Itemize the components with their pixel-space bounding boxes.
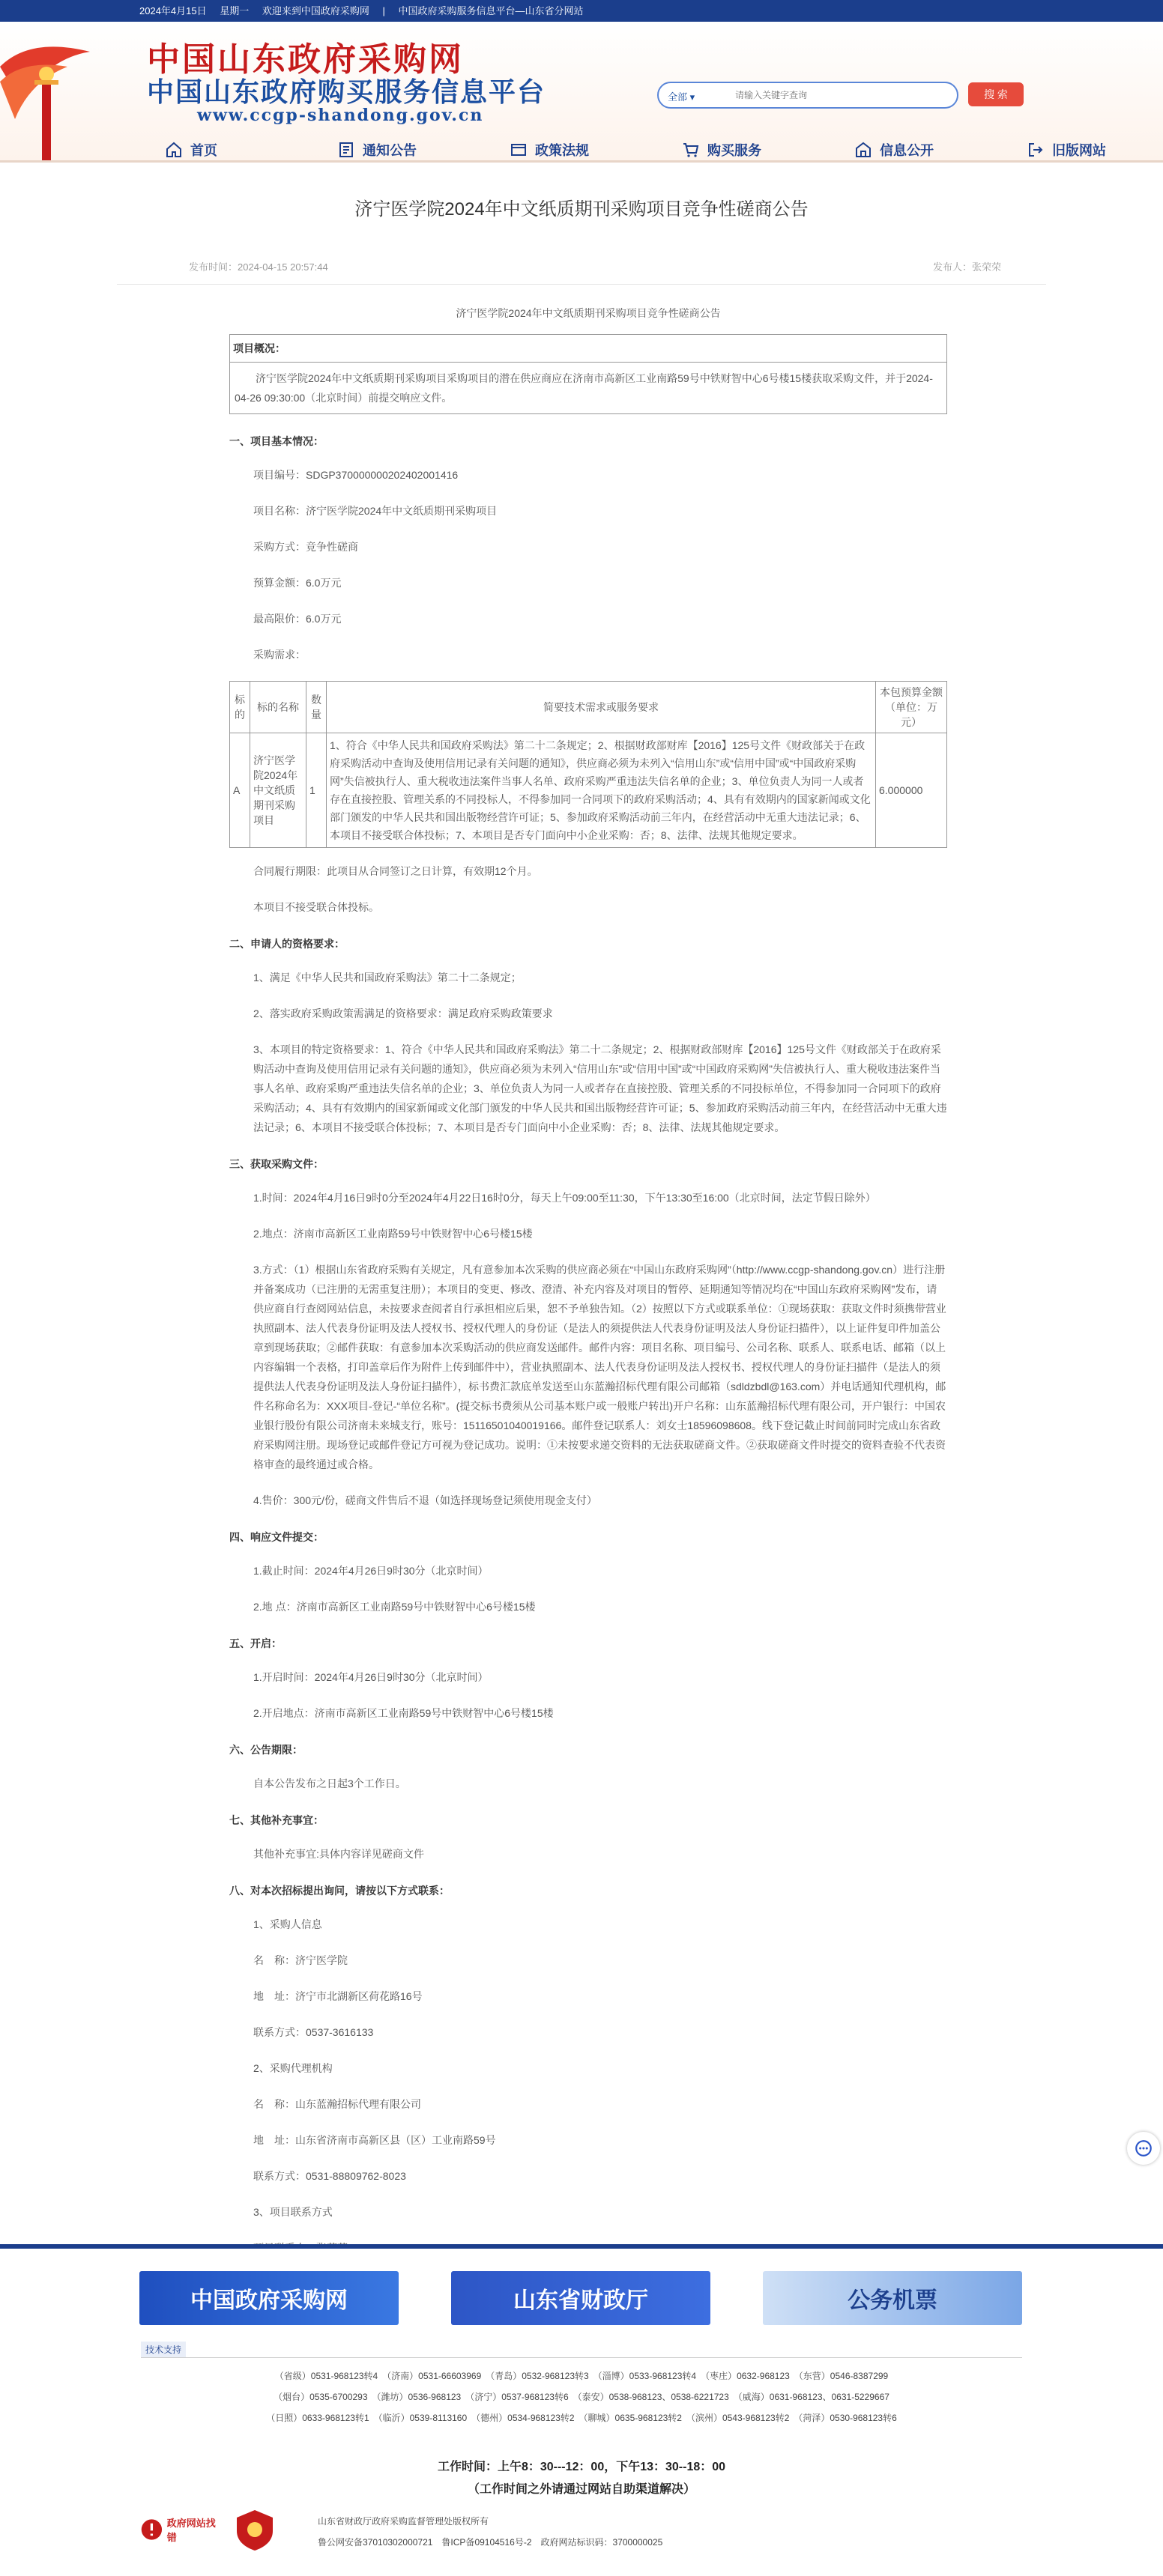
search-button[interactable]: 搜 索 — [968, 82, 1024, 106]
search-scope-select[interactable]: 全部 ▾ — [668, 91, 695, 103]
contact-line: 3、项目联系方式 — [253, 2206, 333, 2218]
floating-help-button[interactable] — [1127, 2132, 1160, 2165]
chat-icon — [1134, 2139, 1153, 2158]
contact-line: 联系方式：0531-88809762-8023 — [253, 2170, 406, 2182]
table-cell: 6.000000 — [876, 733, 947, 848]
table-header: 标的 — [230, 682, 250, 733]
info-icon — [854, 141, 872, 159]
info-line: 2、落实政府采购政策需满足的资格要求：满足政府采购政策要求 — [253, 1007, 553, 1019]
table-cell: 1、符合《中华人民共和国政府采购法》第二十二条规定；2、根据财政部财库【2016】125号文件《财政部关于在政府采购活动中查询及使用信用记录有关问题的通知》，供应商必须为未列入“信用山东”或“信用中国”或“中国政府采购网”失信被执行人、重大税收违法案件当事人名单、政府采购严重违法失信名单的企业；3、单位负责人为同一人或者存在直接控股、管理关系的不同投标人，不得参加同一合同项下的政府采购活动；4、具有有效期内的国家新闻或文化部门颁发的中华人民共和国出版物经营许可证；5、参加政府采购活动前三年内，在经营活动中无重大违法记录；6、本项目不接受联合体投标；7、本项目是否专门面向中小企业采购：否；8、法律、法规其他规定要求。 — [327, 733, 876, 848]
site-footer — [0, 2244, 1163, 2576]
info-line: 预算金额：6.0万元 — [253, 577, 342, 589]
publisher: 发布人：张荣荣 — [932, 261, 1001, 273]
info-line: 采购需求： — [253, 649, 306, 661]
site-link[interactable]: 中国政府采购服务信息平台—山东省分网站 — [398, 5, 584, 16]
info-line: 4.售价：300元/份，磋商文件售后不退（如选择现场登记须使用现金支付） — [253, 1494, 597, 1506]
working-hours: 工作时间：上午8：30---12：00，下午13：30--18：00 （工作时间之外请通过网站自助渠道解决） — [437, 2461, 726, 2496]
emblem-decoration-icon — [0, 22, 150, 160]
section-heading: 五、开启： — [229, 1637, 282, 1649]
site-url: www.ccgp-shandong.gov.cn — [197, 106, 484, 125]
footer-logos — [139, 2507, 277, 2552]
table-header: 本包预算金额（单位：万元） — [876, 682, 947, 733]
police-emblem-icon[interactable] — [232, 2507, 277, 2552]
weekday-text: 星期一 — [220, 5, 250, 16]
info-line: 项目名称：济宁医学院2024年中文纸质期刊采购项目 — [253, 505, 498, 517]
overview-box — [229, 334, 947, 414]
welcome-link[interactable]: 欢迎来到中国政府采购网 — [262, 5, 369, 16]
table-header: 简要技术需求或服务要求 — [327, 682, 876, 733]
ccgp-banner-link[interactable]: 中国政府采购网 — [139, 2271, 399, 2325]
table-header-row — [230, 682, 947, 733]
info-line: 合同履行期限：此项目从合同签订之日计算，有效期12个月。 — [253, 865, 538, 877]
table-row — [230, 733, 947, 848]
info-line: 2.开启地点：济南市高新区工业南路59号中铁财智中心6号楼15楼 — [253, 1707, 554, 1719]
info-line: 自本公告发布之日起3个工作日。 — [253, 1778, 406, 1789]
info-line: 本项目不接受联合体投标。 — [253, 901, 379, 913]
article-title: 济宁医学院2024年中文纸质期刊采购项目竞争性磋商公告 — [354, 199, 809, 219]
info-line: 1.截止时间：2024年4月26日9时30分（北京时间） — [253, 1565, 489, 1577]
exit-icon — [1027, 141, 1045, 159]
table-header: 数量 — [306, 682, 327, 733]
nav-old-site[interactable]: 旧版网站 — [1027, 140, 1163, 160]
table-cell: A — [230, 733, 250, 848]
search-box — [657, 82, 958, 109]
support-phones: （省级）0531-968123转4 （济南）0531-66603969 （青岛）0532-968123转3 （淄博）0533-968123转4 （枣庄）0632-968123 （东营）0546-8387299 （烟台）0535-6700293 （潍坊）0536-968123 （济宁）0537-968123转6 （泰安）0538-968123、0538-6221723 （威海）0631-968123、0631-5229667 （日照）0633-968123转1 （临沂）0539-8113160 （德州）0534-968123转2 （聊城）0635-968123转2 （滨州）0543-968123转2 （菏泽）0530-968123转6 — [266, 2371, 897, 2423]
finance-dept-banner-link[interactable]: 山东省财政厅 — [451, 2271, 710, 2325]
info-line: 1.时间：2024年4月16日9时0分至2024年4月22日16时0分，每天上午09:00至11:30，下午13:30至16:00（北京时间，法定节假日除外） — [253, 1192, 876, 1204]
tech-support-bar: 技术支持 — [141, 2342, 1022, 2358]
contact-line: 联系方式：0537-3616133 — [253, 2026, 374, 2038]
error-report-icon — [139, 2517, 164, 2542]
contact-line: 1、采购人信息 — [253, 1918, 322, 1930]
table-cell: 1 — [306, 733, 327, 848]
copyright: 山东省财政厅政府采购监督管理处版权所有 鲁公网安备37010302000721 鲁ICP备09104516号-2 政府网站标识码：3700000025 — [318, 2516, 663, 2548]
article-content — [229, 300, 947, 2392]
section-heading: 八、对本次招标提出询问，请按以下方式联系： — [229, 1885, 450, 1897]
requirements-table — [229, 681, 947, 848]
site-title-cn: 中国山东政府采购网 — [147, 40, 464, 79]
publish-time: 发布时间：2024-04-15 20:57:44 — [189, 261, 328, 273]
info-line: 2.地 点：济南市高新区工业南路59号中铁财智中心6号楼15楼 — [253, 1601, 536, 1613]
section-heading: 七、其他补充事宜： — [229, 1814, 324, 1826]
overview-heading: 项目概况： — [230, 335, 946, 363]
section-heading: 一、项目基本情况： — [229, 435, 324, 447]
contact-line: 2、采购代理机构 — [253, 2062, 333, 2074]
site-header — [0, 22, 1163, 163]
banner-links — [139, 2271, 1075, 2325]
date-text: 2024年4月15日 — [139, 5, 207, 16]
main-nav — [165, 140, 1163, 160]
info-line: 2.地点：济南市高新区工业南路59号中铁财智中心6号楼15楼 — [253, 1228, 533, 1240]
nav-policy[interactable]: 政策法规 — [510, 140, 682, 160]
overview-body: 济宁医学院2024年中文纸质期刊采购项目采购项目的潜在供应商应在济南市高新区工业南路59号中铁财智中心6号楼15楼获取采购文件，并于2024-04-26 09:30:00（北京时间）前提交响应文件。 — [235, 372, 933, 404]
policy-icon — [510, 141, 528, 159]
nav-service[interactable]: 购买服务 — [682, 140, 854, 160]
nav-notice[interactable]: 通知公告 — [337, 140, 510, 160]
info-line: 1.开启时间：2024年4月26日9时30分（北京时间） — [253, 1671, 489, 1683]
section-heading: 三、获取采购文件： — [229, 1158, 324, 1170]
info-line: 3、本项目的特定资格要求：1、符合《中华人民共和国政府采购法》第二十二条规定；2、根据财政部财库【2016】125号文件《财政部关于在政府采购活动中查询及使用信用记录有关问题的通知》，供应商必须为未列入“信用山东”或“信用中国”或“中国政府采购网”失信被执行人、重大税收违法案件当事人名单、政府采购严重违法失信名单的企业；3、单位负责人为同一人或者存在直接控股、管理关系的不同投标单位，不得参加同一合同项下的政府采购活动；4、具有有效期内的国家新闻或文化部门颁发的中华人民共和国出版物经营许可证；5、参加政府采购活动前三年内，在经营活动中无重大违法记录；6、本项目不接受联合体投标；7、本项目是否专门面向中小企业采购：否；8、法律、法规其他规定要求。 — [253, 1043, 947, 1133]
info-line: 采购方式：竞争性磋商 — [253, 541, 358, 553]
doc-title: 济宁医学院2024年中文纸质期刊采购项目竞争性磋商公告 — [456, 307, 721, 319]
search-input[interactable] — [734, 87, 946, 103]
section-heading: 二、申请人的资格要求： — [229, 938, 345, 950]
section-heading: 六、公告期限： — [229, 1744, 303, 1756]
info-line: 3.方式：（1）根据山东省政府采购有关规定，凡有意参加本次采购的供应商必须在“中国山东政府采购网”（http://www.ccgp-shandong.gov.cn）进行注册并备案成功（已注册的无需重复注册）；本项目的变更、修改、澄清、补充内容及对项目的暂停、延期通知等情况均在“中国山东政府采购网”发布，请供应商自行查阅网站信息，未按要求查阅者自行承担相应后果，恕不予单独告知。（2）按照以下方式或联系单位：①现场获取：获取文件时须携带营业执照副本、法人代表身份证明及法人授权书、授权代理人的身份证（是法人的须提供法人代表身份证明及法人身份证扫描件），以上证件复印件加盖公章到现场获取；②邮件获取：有意参加本次采购活动的供应商发送邮件。邮件内容：项目名称、项目编号、公司名称、联系人、联系电话、邮箱（以上内容编辑一个表格，打印盖章后作为附件上传到邮件中），营业执照副本、法人代表身份证明及法人授权书、授权代理人的身份证扫描件（是法人的须提供法人代表身份证明及法人身份证扫描件），标书费汇款底单发送至山东蓝瀚招标代理有限公司邮箱（sdldzbdl@163.com）并电话通知代理机构，邮件名称命名为：XXX项目-登记-“单位名称”。(提交标书费须从公司基本账户或一般账户转出)开户名称：山东蓝瀚招标代理有限公司，开户银行：中国农业银行股份有限公司济南未来城支行，账号：15116501040019166。邮件登记联系人：刘女士18596098608。线下登记截止时间前同时完成山东省政府采购网注册。现场登记或邮件登记方可视为登记成功。说明：①未按要求递交资料的无法获取磋商文件。②获取磋商文件时提交的资料查验不代表资格审查的最终通过或合格。 — [253, 1264, 946, 1470]
air-ticket-banner-link[interactable]: 公务机票 — [763, 2271, 1022, 2325]
article-meta — [117, 259, 1046, 285]
site-subtitle: 中国山东政府购买服务信息平台 — [147, 76, 546, 108]
table-header: 标的名称 — [250, 682, 306, 733]
info-line: 最高限价：6.0万元 — [253, 613, 342, 625]
contact-line: 地 址：济宁市北湖新区荷花路16号 — [253, 1990, 423, 2002]
notice-icon — [337, 141, 355, 159]
top-bar: 2024年4月15日 星期一 欢迎来到中国政府采购网 | 中国政府采购服务信息平台—山东省分网站 — [0, 0, 1163, 22]
cart-icon — [682, 141, 700, 159]
nav-info[interactable]: 信息公开 — [854, 140, 1027, 160]
contact-line: 名 称：济宁医学院 — [253, 1954, 348, 1966]
gov-error-report-link[interactable]: 政府网站找错 — [139, 2509, 223, 2551]
section-heading: 四、响应文件提交： — [229, 1531, 324, 1543]
info-line: 其他补充事宜:具体内容详见磋商文件 — [253, 1848, 424, 1860]
nav-home[interactable]: 首页 — [165, 140, 337, 160]
home-icon — [165, 141, 183, 159]
contact-line: 名 称：山东蓝瀚招标代理有限公司 — [253, 2098, 421, 2110]
table-cell: 济宁医学院2024年中文纸质期刊采购项目 — [250, 733, 306, 848]
contact-line: 地 址：山东省济南市高新区县（区）工业南路59号 — [253, 2134, 496, 2146]
info-line: 1、满足《中华人民共和国政府采购法》第二十二条规定； — [253, 972, 522, 984]
info-line: 项目编号：SDGP370000000202402001416 — [253, 469, 459, 481]
